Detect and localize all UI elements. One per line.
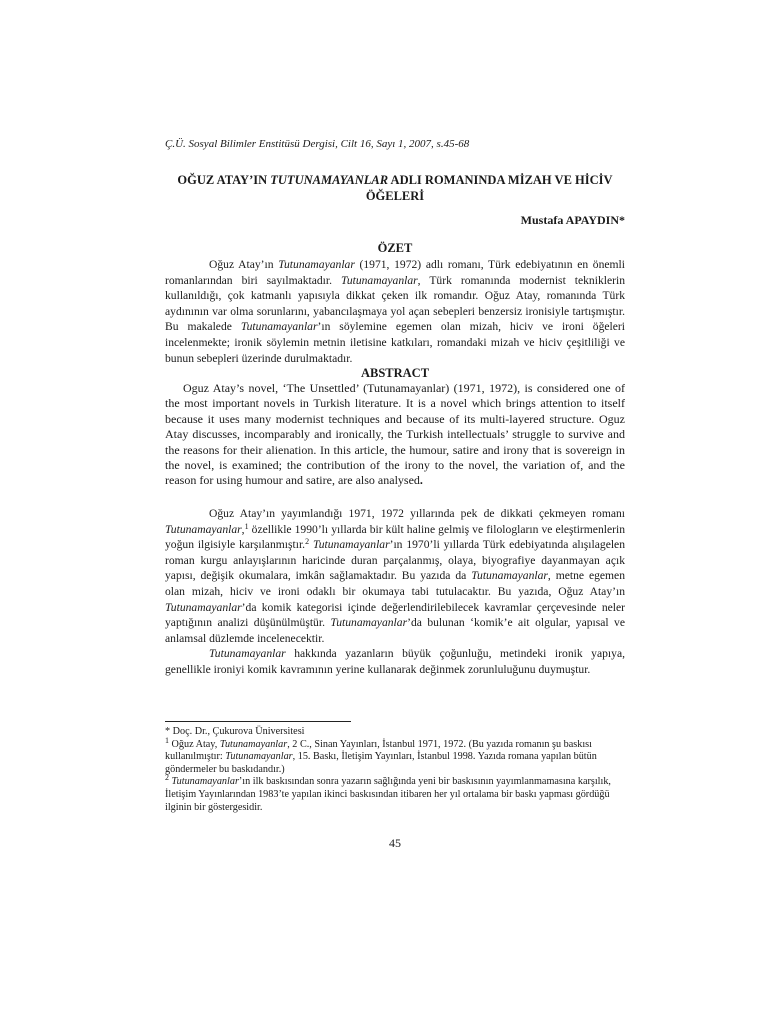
body-p1-s7: ’ın 1970’li yıllarda Türk edebiyatında alışılagelen roman kurgu anlayışlarının haricinde duran parçalanmış, olaya, biyografiye dayanmayan açık yapısı, değişik okumalara, imkân sağlamaktadır. Bu yazıda da bbox=[165, 538, 626, 583]
body-paragraph-1 bbox=[165, 506, 625, 646]
abstract-text: Oguz Atay’s novel, ‘The Unsettled’ (Tutunamayanlar) (1971, 1972), is considered one of the most important novels in Turkish literature. It is a novel which brings attention to itself because it uses many modernist techniques and because of its multi-layered structure. Oguz Atay discusses, incomparably and ironically, the Turkish intellectuals’ struggle to survive and the reasons for their alienation. In this article, the humour, satire and irony that is sovereign in the novel, is examined; the contribution of the irony to the novel, the variation of, and the reason for using humour and satire, are also analysed bbox=[165, 381, 625, 488]
title-part-2: TUTUNAMAYANLAR bbox=[270, 173, 389, 187]
abstract-paragraph bbox=[165, 381, 625, 489]
author-name: Mustafa APAYDIN* bbox=[520, 213, 625, 227]
body-p1-s2: Tutunamayanlar bbox=[165, 522, 242, 536]
body-paragraph-2 bbox=[165, 646, 625, 677]
title-part-3: ADLI ROMANINDA MİZAH VE HİCİV ÖĞELERİ bbox=[365, 173, 613, 203]
body-p1-s11: ’da komik kategorisi içinde değerlendirilebilecek kavramlar çerçevesinde neler yaptığının analizi düşünülmüştür. bbox=[165, 600, 625, 630]
body-p1-s13: ’da bulunan ‘komik’e ait olgular, yapısal ve anlamsal düzlemde incelenecektir. bbox=[165, 616, 626, 645]
ozet-s6: Tutunamayanlar bbox=[240, 320, 318, 334]
body-p1-s6: Tutunamayanlar bbox=[312, 538, 390, 552]
ozet-s5: , Türk romanında modernist tekniklerin kullanıldığı, çok katmanlı yapısıyla dikkat çeken ilk romandır. Oğuz Atay, romanında Türk aydınının var olma sorunlarını, yabancılaşmaya yol açan sebepleri benzersiz ironisiyle tartışmıştır. Bu makalede bbox=[165, 273, 625, 334]
ozet-s7: ’ın söylemine egemen olan mizah, hiciv ve ironi öğeleri incelenmekte; ironik söylemin metnin iletisine katkıları, romandaki mizah ve hiciv çeşitliliği ve bunun sebepleri üzerinde durulmaktadır. bbox=[165, 320, 625, 365]
abstract-block bbox=[165, 381, 625, 489]
page-number: 45 bbox=[389, 836, 401, 850]
footnote-1 bbox=[165, 735, 625, 777]
body-p1-s1: Oğuz Atay’ın yayımlandığı 1971, 1972 yıllarında pek de dikkati çekmeyen romanı bbox=[209, 507, 625, 520]
ozet-s4: Tutunamayanlar bbox=[341, 273, 418, 287]
abstract-heading: ABSTRACT bbox=[360, 366, 430, 380]
body-p1-s8: Tutunamayanlar bbox=[471, 569, 548, 583]
ozet-s3: (1971, 1972) adlı romanı, Türk edebiyatının en önemli romanlarından biri sayılmaktadır. bbox=[165, 258, 625, 287]
ozet-s2: Tutunamayanlar bbox=[278, 258, 355, 271]
footnote-1-s2: Tutunamayanlar bbox=[219, 738, 288, 750]
title-part-1: OĞUZ ATAY’IN bbox=[177, 173, 271, 187]
body-p1-s12: Tutunamayanlar bbox=[330, 616, 408, 630]
body-p2-s1: Tutunamayanlar bbox=[209, 647, 286, 661]
footnote-1-mark: 1 bbox=[165, 735, 169, 745]
footnote-ref-1[interactable]: 1 bbox=[244, 521, 249, 531]
footnote-ref-2[interactable]: 2 bbox=[305, 537, 310, 547]
footnote-1-s1: Oğuz Atay, bbox=[169, 738, 220, 750]
ozet-heading: ÖZET bbox=[377, 241, 413, 255]
body-p1-s3: , bbox=[241, 522, 245, 536]
journal-citation: Ç.Ü. Sosyal Bilimler Enstitüsü Dergisi, Cilt 16, Sayı 1, 2007, s.45-68 bbox=[165, 138, 470, 150]
footnote-2-s2: Tutunamayanlar bbox=[171, 776, 239, 788]
ozet-s1: Oğuz Atay’ın bbox=[209, 258, 279, 271]
footnote-2 bbox=[165, 773, 625, 814]
abstract-final-period: . bbox=[419, 473, 423, 488]
body-p1-s10: Tutunamayanlar bbox=[165, 600, 242, 614]
footnote-affiliation: * Doç. Dr., Çukurova Üniversitesi bbox=[165, 726, 305, 737]
ozet-block bbox=[165, 257, 625, 366]
footnote-1-s5: , 15. Baskı, İletişim Yayınları, İstanbul 1998. Yazıda romana yapılan bütün göndermeler bu baskıdandır.) bbox=[165, 751, 597, 775]
body-p1-s9: , metne egemen olan mizah, hiciv ve ironi odaklı bir okumaya tabi tutulacaktır. Bu yazıda, Oğuz Atay’ın bbox=[165, 569, 625, 598]
footnotes bbox=[165, 726, 625, 814]
footnote-2-mark: 2 bbox=[165, 773, 169, 783]
footnote-2-s3: ’ın ilk baskısından sonra yazarın sağlığında yeni bir baskısının yayımlanmamasına karşılık, İletişim Yayınlarından 1983’te yapılan ikinci baskısından itibaren her yıl ortalama bir baskı yapması gördüğü ilginin bir göstergesidir. bbox=[165, 776, 611, 813]
body-text bbox=[165, 506, 625, 678]
paper-title bbox=[165, 172, 625, 204]
body-p2-s2: hakkında yazanların büyük çoğunluğu, metindeki ironik yapıya, genellikle ironiyi komik kavramının yerine kullanarak değinmek zorunluluğunu duymuştur. bbox=[165, 647, 625, 676]
footnote-1-s3: , 2 C., Sinan Yayınları, İstanbul 1971, 1972. (Bu yazıda romanın şu baskısı kullanılmıştır: bbox=[165, 738, 592, 763]
body-p1-s4: özellikle 1990’lı yıllarda bir kült haline gelmiş ve filologların ve eleştirmenlerin yoğun ilgisiyle karşılanmıştır. bbox=[165, 522, 625, 552]
ozet-paragraph bbox=[165, 257, 625, 366]
footnote-1-s4: Tutunamayanlar bbox=[225, 751, 293, 763]
footnote-divider bbox=[165, 721, 351, 722]
